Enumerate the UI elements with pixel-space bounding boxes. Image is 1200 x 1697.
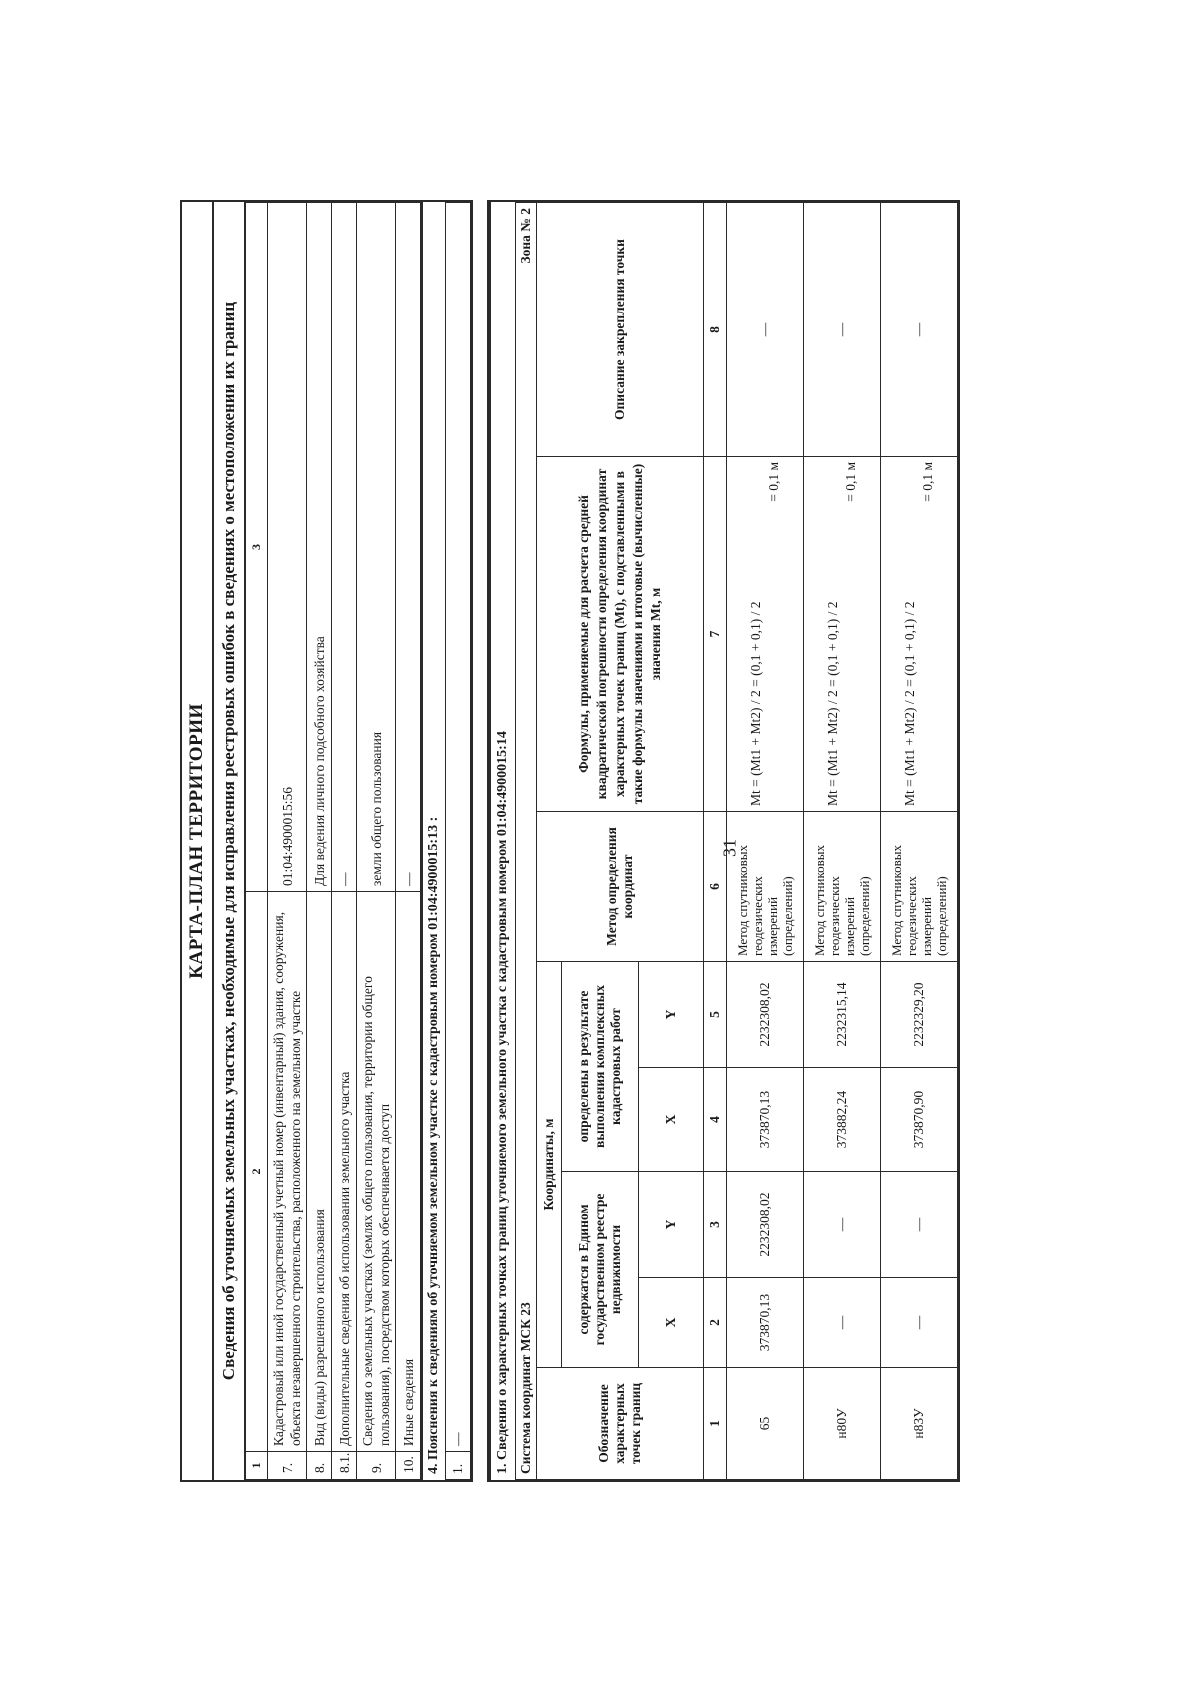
header-kkr: определены в результате выполнения комплексных кадастровых работ: [562, 962, 639, 1172]
formula-result: = 0,1 м: [920, 462, 935, 502]
table-row: [357, 203, 396, 1480]
row-number: 7.: [268, 1452, 307, 1480]
row-value: земли общего пользования: [357, 203, 396, 892]
header-cell: 3: [246, 203, 268, 892]
row-label: Кадастровый или иной государственный учетный номер (инвентарный) здания, сооружения, объекта незавершенного строительства, расположенного на земельном участке: [268, 892, 307, 1452]
egrn-y: 2232308,02: [727, 1172, 804, 1278]
document-subtitle: Сведения об уточняемых земельных участках, необходимые для исправления реестровых ошибок в сведениях о местоположении их границ: [214, 202, 245, 1480]
point-id: н83У: [881, 1368, 958, 1480]
column-number: 7: [704, 457, 727, 812]
point-id: 65: [727, 1368, 804, 1480]
parcel-info-table: [245, 202, 421, 1480]
kkr-x: 373870,13: [727, 1068, 804, 1172]
kkr-y: 2232315,14: [804, 962, 881, 1068]
row-label: Сведения о земельных участках (землях общего пользования, территории общего пользования), посредством которых обеспечивается доступ: [357, 892, 396, 1452]
formula-cell: [881, 457, 958, 812]
egrn-x: —: [881, 1278, 958, 1368]
header-method: Метод определения координат: [537, 812, 704, 962]
header-description: Описание закрепления точки: [537, 203, 704, 457]
row-number: 8.: [307, 1452, 332, 1480]
formula-result: = 0,1 м: [766, 462, 781, 502]
method: Метод спутниковых геодезических измерений (определений): [727, 812, 804, 962]
egrn-x: 373870,13: [727, 1278, 804, 1368]
note-4-title: 4. Пояснения к сведениям об уточняемом земельном участке с кадастровым номером 01:04:4900015:13 :: [421, 202, 445, 1480]
map-plan-sheet: [180, 200, 1058, 1482]
header-point: Обозначение характерных точек границ: [537, 1368, 704, 1480]
header-y: Y: [639, 1172, 704, 1278]
row-number: 10.: [396, 1452, 421, 1480]
row-value: —: [332, 203, 357, 892]
kkr-y: 2232308,02: [727, 962, 804, 1068]
row-number: 9.: [357, 1452, 396, 1480]
column-number: 1: [704, 1368, 727, 1480]
method: Метод спутниковых геодезических измерений (определений): [804, 812, 881, 962]
row-number: 8.1.: [332, 1452, 357, 1480]
coordinate-system: Система координат МСК 23: [516, 812, 537, 1480]
row-label: Вид (виды) разрешенного использования: [307, 892, 332, 1452]
column-number: 2: [704, 1278, 727, 1368]
column-number-row: [704, 203, 727, 1480]
kkr-x: 373870,90: [881, 1068, 958, 1172]
section-1-title: 1. Сведения о характерных точках границ уточняемого земельного участка с кадастровым номером 01:04:4900015:14: [489, 202, 515, 1480]
formula: Mt = (Mt1 + Mt2) / 2 = (0,1 + 0,1) / 2: [825, 601, 840, 806]
header-egrn: содержатся в Едином государственном реестре недвижимости: [562, 1172, 639, 1368]
row-value: 01:04:4900015:56: [268, 203, 307, 892]
row-label: Дополнительные сведения об использовании земельного участка: [332, 892, 357, 1452]
column-number: 8: [704, 203, 727, 457]
row-value: —: [396, 203, 421, 892]
header-row: [537, 203, 562, 1480]
point-description: —: [727, 203, 804, 457]
header-cell: 2: [246, 892, 268, 1452]
header-cell: 1: [246, 1452, 268, 1480]
header-x: X: [639, 1068, 704, 1172]
formula-cell: [804, 457, 881, 812]
table-header-row: [246, 203, 268, 1480]
formula-cell: [727, 457, 804, 812]
header-y: Y: [639, 962, 704, 1068]
formula-result: = 0,1 м: [843, 462, 858, 502]
kkr-x: 373882,24: [804, 1068, 881, 1172]
kkr-y: 2232329,20: [881, 962, 958, 1068]
sheet-frame: [180, 200, 473, 1482]
point-description: —: [804, 203, 881, 457]
column-number: 5: [704, 962, 727, 1068]
column-number: 6: [704, 812, 727, 962]
note-4-table: [445, 202, 471, 1480]
table-row: [446, 203, 471, 1480]
coordinate-system-row: [516, 203, 537, 1480]
point-description: —: [881, 203, 958, 457]
table-row: [396, 203, 421, 1480]
point-id: н80У: [804, 1368, 881, 1480]
header-coordinates: Координаты, м: [537, 962, 562, 1368]
table-row: [268, 203, 307, 1480]
header-x: X: [639, 1278, 704, 1368]
row-text: —: [446, 203, 471, 1452]
table-row: [332, 203, 357, 1480]
table-row: [804, 203, 881, 1480]
zone-number: Зона № 2: [516, 203, 537, 812]
row-number: 1.: [446, 1452, 471, 1480]
table-row: [727, 203, 804, 1480]
points-frame: [487, 200, 960, 1482]
table-row: [881, 203, 958, 1480]
boundary-points-table: [515, 202, 958, 1480]
column-number: 3: [704, 1172, 727, 1278]
document-title: КАРТА-ПЛАН ТЕРРИТОРИИ: [182, 202, 214, 1480]
page-number: 31: [719, 839, 740, 857]
row-value: Для ведения личного подсобного хозяйства: [307, 203, 332, 892]
row-label: Иные сведения: [396, 892, 421, 1452]
egrn-y: —: [804, 1172, 881, 1278]
method: Метод спутниковых геодезических измерений (определений): [881, 812, 958, 962]
column-number: 4: [704, 1068, 727, 1172]
egrn-x: —: [804, 1278, 881, 1368]
table-row: [307, 203, 332, 1480]
formula: Mt = (Mt1 + Mt2) / 2 = (0,1 + 0,1) / 2: [748, 601, 763, 806]
egrn-y: —: [881, 1172, 958, 1278]
formula: Mt = (Mt1 + Mt2) / 2 = (0,1 + 0,1) / 2: [902, 601, 917, 806]
header-formula: Формулы, применяемые для расчета средней квадратической погрешности определения координат характерных точек границ (Mt), с подставленными в такие формулы значениями и итоговые (вычисленные) значения Mt, м: [537, 457, 704, 812]
